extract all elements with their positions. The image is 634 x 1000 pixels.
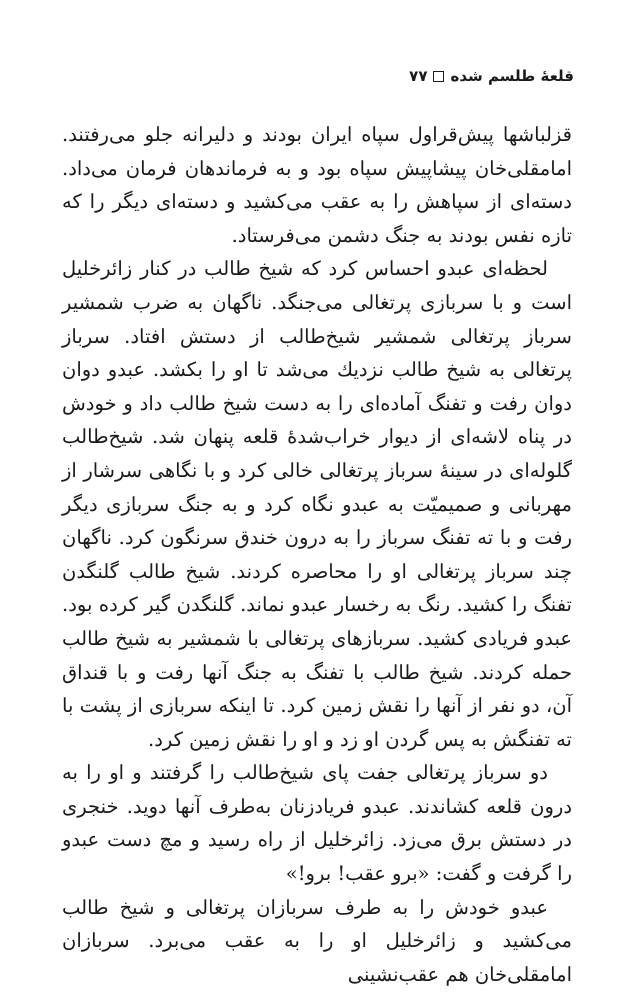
separator-square-icon xyxy=(433,71,444,82)
chapter-title: قلعهٔ طلسم شده xyxy=(450,67,574,85)
paragraph: عبدو خودش را به طرف سربازان پرتغالی و شیخ طالب می‌کشید و زائرخلیل او را به عقب می‌برد. سربازان امامقلی‌خان هم عقب‌نشینی xyxy=(62,895,572,986)
paragraph: لحظه‌ای عبدو احساس کرد که شیخ طالب در کنار زائرخلیل است و با سربازی پرتغالی می‌جنگد. ناگهان به ضرب شمشیر سرباز پرتغالی شمشیر شیخ‌طالب از دستش افتاد. سرباز پرتغالی به شیخ طالب نزدیك می‌شد تا او را بکشد. عبدو دوان دوان رفت و تفنگ آماده‌ای را به دست شیخ طالب داد و خودش در پناه لاشه‌ای از دیوار خراب‌شدهٔ قلعه پنهان شد. شیخ‌طالب گلوله‌ای در سینهٔ سرباز پرتغالی خالی کرد و با نگاهی سرشار از مهربانی و صمیمیّت به عبدو نگاه کرد و به جنگ سربازی دیگر رفت و با ته تفنگ سرباز را به درون خندق سرنگون کرد. ناگهان چند سرباز پرتغالی او را محاصره کردند. شیخ طالب گلنگدن تفنگ را کشید. رنگ به رخسار عبدو نماند. گلنگدن گیر کرده بود. عبدو فریادی کشید. سربازهای پرتغالی با شمشیر به شیخ طالب حمله کردند. شیخ طالب با تفنگ به جنگ آنها رفت و با قنداق آن، دو نفر از آنها را نقش زمین کرد. تا اینکه سربازی از پشت با ته تفنگش به پس گردن او زد و او را نقش زمین کرد. xyxy=(62,257,573,751)
body-text xyxy=(62,118,572,991)
paragraph: قزلباشها پیش‌قراول سپاه ایران بودند و دلیرانه جلو می‌رفتند. امامقلی‌خان پیشاپیش سپاه بود و به فرماندهان فرمان می‌داد. دسته‌ای از سپاهش را به عقب می‌کشید و دسته‌ای دیگر را که تازه نفس بودند به جنگ دشمن می‌فرستاد. xyxy=(62,123,572,247)
paragraph: دو سرباز پرتغالی جفت پای شیخ‌طالب را گرفتند و او را به درون قلعه کشاندند. عبدو فریادزنان به‌طرف آنها دوید. خنجری در دستش برق می‌زد. زائرخلیل از راه رسید و مچ دست عبدو را گرفت و گفت: «برو عقب! برو!» xyxy=(62,761,572,886)
running-header xyxy=(60,62,574,90)
page-number: ۷۷ xyxy=(409,67,428,85)
